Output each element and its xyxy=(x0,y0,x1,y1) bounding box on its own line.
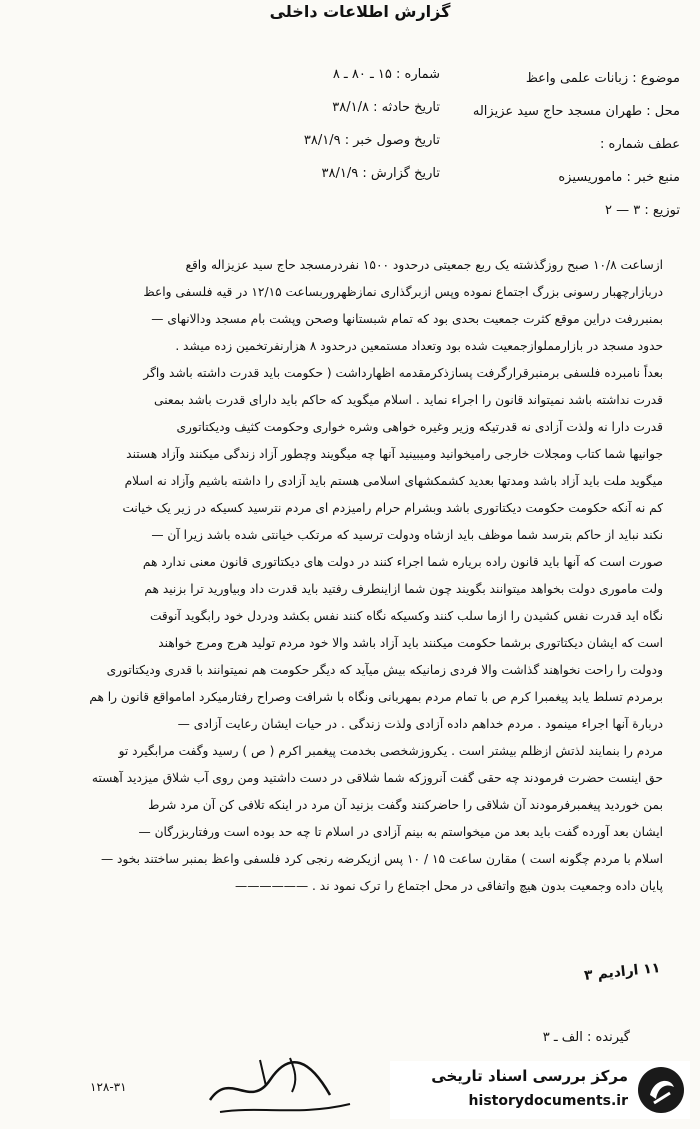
archive-number: ۱۲۸-۳۱ xyxy=(90,1080,127,1094)
body-line: کم نه آنکه حکومت حکومت دیکتاتوری باشد وبشرام حرام رامیزدم ای مردم نترسید کسیکه در زیر یک خیانت xyxy=(122,501,663,515)
event-date-line: تاریخ حادثه : ۳۸/۱/۸ xyxy=(332,100,440,115)
document-title: گزارش اطلاعات داخلی xyxy=(269,2,451,21)
body-line: ولت ماموری دولت بخواهد میتوانند بگویند چون شما ازاینطرف رفتید باید قدرت داد وبیاورید ترا بزنید هم xyxy=(144,582,663,596)
body-line: ایشان بعد آورده گفت باید بعد من میخواستم به بینم آزادی در اسلام تا چه حد بوده است ورفتاربزرگان — xyxy=(138,825,663,839)
source-line: منبع خبر : ماموریسیزه xyxy=(558,170,680,185)
body-line: قدرت دارا نه ولذت آزادی نه قدرتیکه وزیر وغیره خواهی وشره خواری وحکومت کثیف ودیکتاتوری xyxy=(176,420,663,434)
body-line: دربازارچهبار رسونی بزرگ اجتماع نموده وپس ازبرگذاری نمازظهروربساعت ۱۲/۱۵ در قیه فلسفی واعظ xyxy=(143,285,663,299)
body-line: اسلام با مردم چگونه است ) مقارن ساعت ۱۵ / ۱۰ پس ازیکرضه رنجی کرد فلسفی واعظ بمنبر ساختند بخود — xyxy=(101,852,663,866)
handwritten-annotation: ۱۱ ارادیم ۳ xyxy=(582,960,661,984)
received-date-line: تاریخ وصول خبر : ۳۸/۱/۹ xyxy=(303,133,440,148)
subject-line: موضوع : زبانات علمی واعظ xyxy=(525,71,680,86)
body-line: بمن خوردید پیغمبرفرمودند آن شلاقی را حاضرکنند وگفت بزنید آن مرد در اینکه تلافی کن آن مرد شرط xyxy=(148,798,663,812)
report-date-line: تاریخ گزارش : ۳۸/۱/۹ xyxy=(321,166,440,181)
body-line: بمنبررفت دراین موقع کثرت جمعیت بحدی بود که تمام شبستانها وصحن وپشت بام مسجد ودالانهای — xyxy=(151,312,663,326)
body-line: نکند نباید از حاکم بترسد شما موظف باید ازشاه ودولت ترسید که مرتکب خیانتی شده باشد زیرا آن — xyxy=(151,528,663,542)
meta-right-block xyxy=(420,62,680,227)
body-line: مردم را بنمایند لذتش ازظلم بیشتر است . یکروزشخصی بخدمت پیغمبر اکرم ( ص ) رسید وگفت مرابگیرد تو xyxy=(118,744,663,758)
signature-scribble-icon xyxy=(200,1040,360,1120)
body-line: حدود مسجد در بازارمملوازجمعیت شده بود وتعداد مستمعین درحدود ۸ هزارنفرتخمین زده میشد . xyxy=(175,339,663,353)
signature xyxy=(200,1040,360,1124)
body-line: ازساعت ۱۰/۸ صبح روزگذشته یک ربع جمعیتی درحدود ۱۵۰۰ نفردرمسجد حاج سید عزیزاله واقع xyxy=(185,258,663,272)
received-by: گیرنده : الف ـ ۳ xyxy=(542,1030,630,1045)
body-line: میگوید ملت باید آزاد باشد ومدتها بعدید کشمکشهای اسلامی هستم باید آزادی را داشته باشیم وآزاد نه اسلام xyxy=(124,474,663,488)
location-line: محل : طهران مسجد حاج سید عزیزاله xyxy=(472,104,680,119)
watermark-title: مرکز بررسی اسناد تاریخی xyxy=(431,1067,628,1085)
archive-watermark xyxy=(390,1061,690,1119)
body-line: صورت است که آنها باید قانون راده بریاره شما اجراء کنند در دولت های دیکتاتوری قانون معنی ندارد هم xyxy=(142,555,663,569)
watermark-url: historydocuments.ir xyxy=(468,1093,628,1109)
body-line: بعداً نامبرده فلسفی برمنبرقرارگرفت پسازذکرمقدمه اظهارداشت ( حکومت باید قدرت داشته باشد واگر xyxy=(143,366,663,380)
body-line: دربارة آنها اجراء مینمود . مردم خداهم داده آزادی ولذت زندگی . در حیات ایشان رعایت آزادی — xyxy=(177,717,663,731)
number-line: شماره : ۱۵ ـ ۸۰ ـ ۸ xyxy=(332,67,440,82)
body-line: پایان داده وجمعیت بدون هیچ واتفاقی در محل اجتماع را ترک نمود ند . —————— xyxy=(235,879,663,893)
archive-logo-icon xyxy=(636,1065,686,1115)
body-line: نگاه اید قدرت نفس کشیدن را ازما سلب کنند وکسیکه نگاه کنند نفس بکشد ودردل خود رابگوید آنوقت xyxy=(149,609,663,623)
body-line: برمردم تسلط یابد پیغمبرا کرم ص با تمام مردم بمهربانی ونگاه با شرافت وصراح رفتارمیکرد امامواقع قانون را هم xyxy=(89,690,663,704)
body-line: حق اینست حضرت فرمودند چه حقی گفت آنروزکه شما شلاقی در دست داشتید ومن روی آب شلاق میزدید آهسته xyxy=(91,771,663,785)
body-line: است که ایشان دیکتاتوری برشما حکومت میکنند باید آزاد باشد والا خود مردم تولید هرج ومرج خواهند xyxy=(158,636,663,650)
body-line: قدرت نداشته باشد نمیتواند قانون را اجراء نماید . اسلام میگوید که حاکم باید دارای قدرت باشد بمعنی xyxy=(154,393,663,407)
source-number-line: عطف شماره : xyxy=(600,137,680,152)
report-body xyxy=(55,252,663,900)
body-line: ودولت را راحت نخواهند گذاشت والا فردی زمانیکه بیش میآید که دیگر حکومت هم نمیتوانند با قدری ودیکتاتوری xyxy=(106,663,663,677)
distribution-line: توزیع : ۳ — ۲ xyxy=(604,203,680,218)
meta-left-block xyxy=(200,58,440,190)
body-line: جوانیها شما کتاب ومجلات خارجی رامیخوانید ومیبینید آنها چه میگویند وچطور آزاد زندگی میکنند وآزاد هستند xyxy=(126,447,663,461)
